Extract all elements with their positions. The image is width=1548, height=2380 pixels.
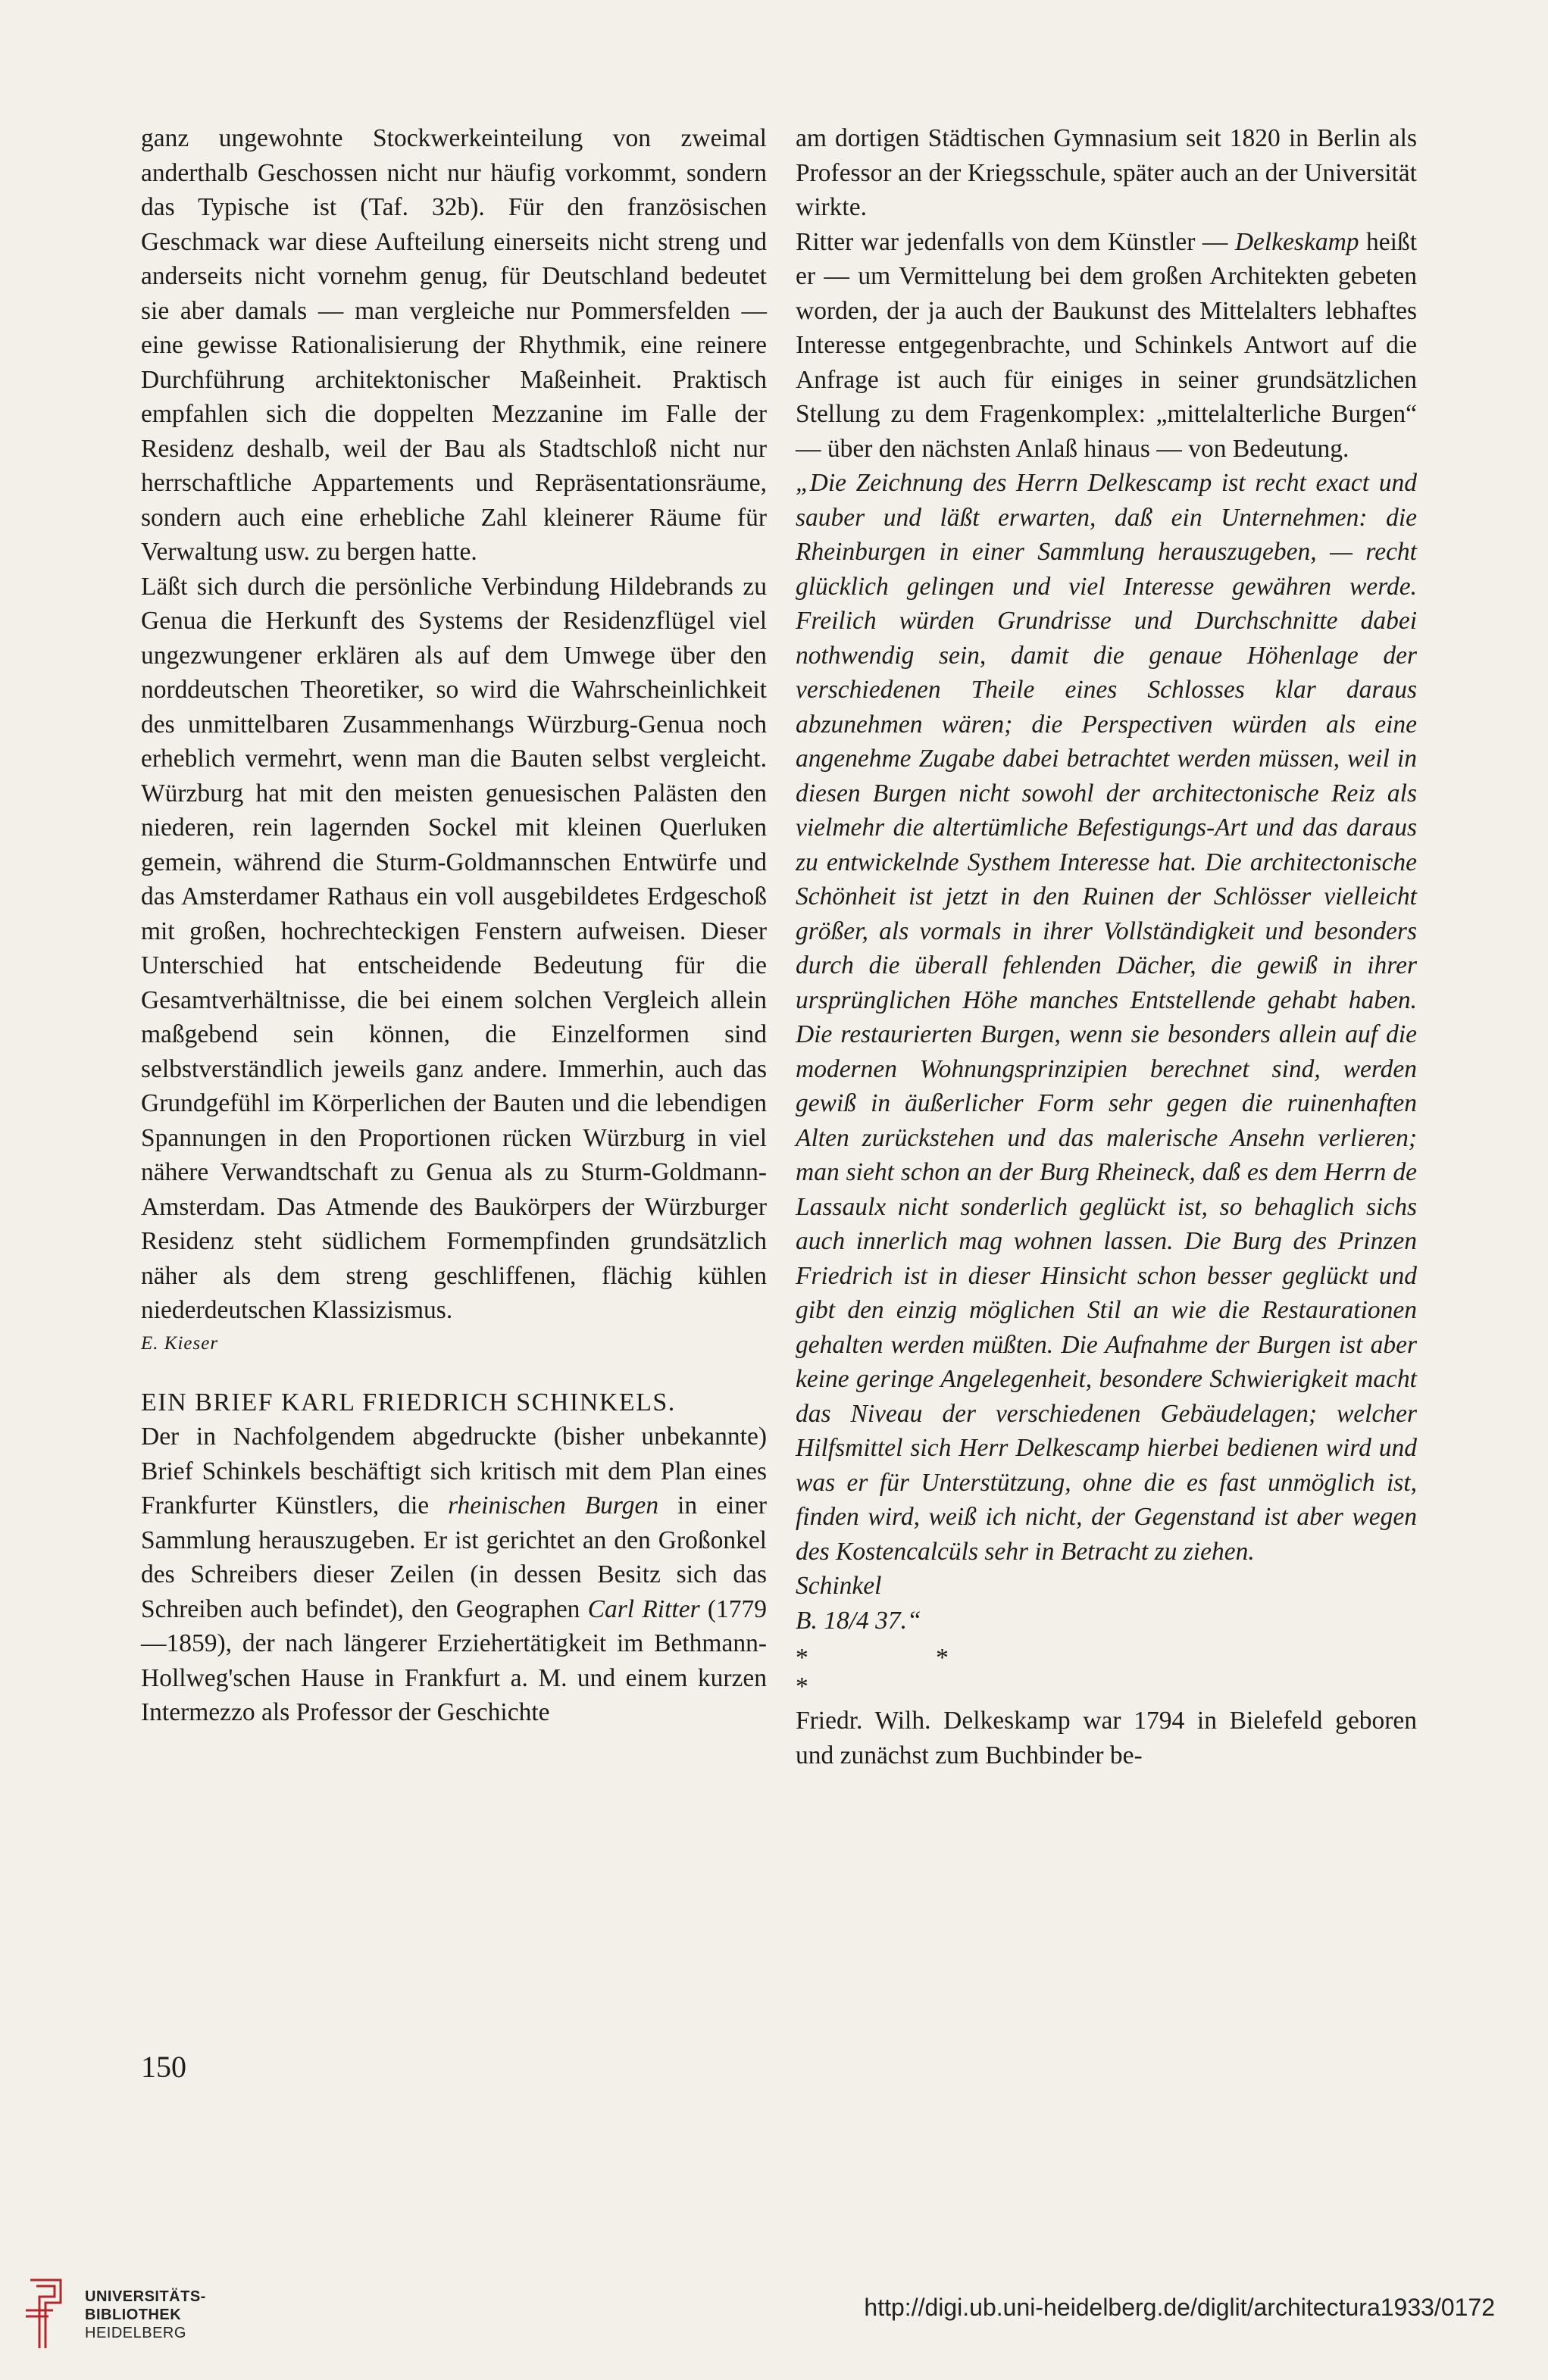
para3-text-a: Der in Nachfolgendem abgedruckte (bisher unbekannte) Brief Schinkels beschäftigt sich kritisch mit dem Plan eines Frankfurter Künstlers, die	[141, 1423, 767, 1520]
para2-text-a: Ritter war jedenfalls von dem Künstler —	[796, 227, 1235, 256]
para3-text-c: (1779—1859), der nach längerer Erziehertätigkeit im Bethmann-Hollweg'schen Hause in Frankfurt a. M. und einem kurzen Intermezzo als Professor der Geschichte	[141, 1594, 768, 1726]
letter-date: B. 18/4 37.“	[796, 1606, 921, 1635]
right-paragraph-2	[796, 225, 1417, 467]
right-paragraph-1: am dortigen Städtischen Gymnasium seit 1820 in Berlin als Professor an der Kriegsschule, später auch an der Universität wirkte.	[796, 124, 1417, 221]
left-paragraph-3	[141, 1420, 767, 1730]
schinkel-letter: „Die Zeichnung des Herrn Delkescamp ist recht exact und sauber und läßt erwarten, daß ein Unternehmen: die Rheinburgen in einer Sammlung herauszugeben, — recht glücklich gelingen und viel Interesse gewähren werde. Freilich würden Grundrisse und Durchschnitte dabei nothwendig sein, damit die genaue Höhenlage der verschiedenen Theile eines Schlosses klar daraus abzunehmen wären; die Perspectiven würden als eine angenehme Zugabe dabei betrachtet werden müssen, weil in diesen Burgen nicht sowohl der architectonische Reiz als vielmehr die altertümliche Befestigungs-Art und das daraus zu entwickelnde Systhem Interesse hat. Die architectonische Schönheit ist jetzt in den Ruinen der Schlösser vielleicht größer, als vormals in ihrer Vollständigkeit und besonders durch die überall fehlenden Dächer, die gewiß in ihrer ursprünglichen Höhe manches Entstellende gehabt haben. Die restaurierten Burgen, wenn sie besonders allein auf die modernen Wohnungsprinzipien berechnet sind, werden gewiß in äußerlicher Form sehr gegen die ruinenhaften Alten zurückstehen und das malerische Ansehn verlieren; man sieht schon an der Burg Rheineck, daß es dem Herrn de Lassaulx nicht sonderlich geglückt ist, so behaglich sichs auch innerlich mag wohnen lassen. Die Burg des Prinzen Friedrich ist in dieser Hinsicht schon besser geglückt und gibt den einzig möglichen Stil an wie die Restaurationen gehalten werden müßten. Die Aufnahme der Burgen ist aber keine geringe Angelegenheit, besondere Schwierigkeit macht das Niveau der verschiedenen Gebäudelagen; welcher Hilfsmittel sich Herr Delkescamp hierbei bedienen wird und was er für Unterstützung, ohne die es fast unmöglich ist, finden wird, weiß ich nicht, der Gegenstand ist aber wegen des Kostencalcüls sehr in Betracht zu ziehen.	[796, 469, 1417, 1566]
section-heading: EIN BRIEF KARL FRIEDRICH SCHINKELS.	[141, 1388, 676, 1416]
left-column	[141, 121, 767, 1730]
para2-italic: Delkeskamp	[1234, 227, 1359, 256]
left-paragraph-1: ganz ungewohnte Stockwerkeinteilung von zweimal anderthalb Geschossen nicht nur häufig vorkommt, sondern das Typische ist (Taf. 32b). Für den französischen Geschmack war diese Aufteilung einerseits nicht streng und anderseits nicht vornehm genug, für Deutschland bedeutet sie aber damals — man vergleiche nur Pommersfelden — eine gewisse Rationalisierung der Rhythmik, eine reinere Durchführung architektonischer Maßeinheit. Praktisch empfahlen sich die doppelten Mezzanine im Falle der Residenz deshalb, weil der Bau als Stadtschloß nicht nur herrschaftliche Appartements und Repräsentationsräume, sondern auch eine erhebliche Zahl kleinerer Räume für Verwaltung usw. zu bergen hatte.	[141, 124, 767, 566]
library-logo-icon	[23, 2272, 68, 2356]
footer	[0, 2257, 1548, 2380]
source-url-link[interactable]: http://digi.ub.uni-heidelberg.de/diglit/architectura1933/0172	[864, 2294, 1495, 2321]
section-stars: * *	[796, 1644, 1009, 1672]
para3-italic-1: rheinischen Burgen	[448, 1491, 659, 1520]
right-paragraph-3: Friedr. Wilh. Delkeskamp war 1794 in Bielefeld geboren und zunächst zum Buchbinder be-	[796, 1707, 1417, 1769]
library-name	[85, 2288, 206, 2342]
right-column	[796, 121, 1417, 1773]
para2-text-b: heißt er — um Vermittelung bei dem großen Architekten gebeten worden, der ja auch der Baukunst des Mittelalters lebhaftes Interesse entgegenbrachte, und Schinkels Antwort auf die Anfrage ist auch für einiges in seiner grundsätzlichen Stellung zu dem Fragenkomplex: „mittelalterliche Burgen“ — über den nächsten Anlaß hinaus — von Bedeutung.	[796, 227, 1418, 463]
library-name-line-2: BIBLIOTHEK	[85, 2307, 182, 2323]
author-signature: E. Kieser	[141, 1332, 219, 1354]
page-number: 150	[141, 2050, 186, 2084]
letter-signature: Schinkel	[796, 1572, 882, 1600]
section-star: *	[796, 1672, 808, 1701]
library-name-line-1: UNIVERSITÄTS-	[85, 2288, 206, 2305]
library-name-line-3: HEIDELBERG	[85, 2325, 186, 2341]
para3-italic-2: Carl Ritter	[587, 1594, 700, 1623]
left-paragraph-2: Läßt sich durch die persönliche Verbindung Hildebrands zu Genua die Herkunft des Systems der Residenzflügel viel ungezwungener erklären als auf dem Umwege über den norddeutschen Theoretiker, so wird die Wahrscheinlichkeit des unmittelbaren Zusammenhangs Würzburg-Genua noch erheblich vermehrt, wenn man die Bauten selbst vergleicht. Würzburg hat mit den meisten genuesischen Palästen den niederen, rein lagernden Sockel mit kleinen Querluken gemein, während die Sturm-Goldmannschen Entwürfe und das Amsterdamer Rathaus ein voll ausgebildetes Erdgeschoß mit großen, hochrechteckigen Fenstern aufweisen. Dieser Unterschied hat entscheidende Bedeutung für die Gesamtverhältnisse, die bei einem solchen Vergleich allein maßgebend sein können, die Einzelformen sind selbstverständlich jeweils ganz andere. Immerhin, auch das Grundgefühl im Körperlichen der Bauten und die lebendigen Spannungen in den Proportionen rücken Würzburg in viel nähere Verwandtschaft zu Genua als zu Sturm-Goldmann-Amsterdam. Das Atmende des Baukörpers der Würzburger Residenz steht südlichem Formempfinden grundsätzlich näher als dem streng geschliffenen, flächig kühlen niederdeutschen Klassizismus.	[141, 572, 767, 1324]
para3-text-b: in einer Sammlung herauszugeben. Er ist gerichtet an den Großonkel des Schreibers dieser Zeilen (in dessen Besitz sich das Schreiben auch befindet), den Geographen	[141, 1491, 767, 1623]
